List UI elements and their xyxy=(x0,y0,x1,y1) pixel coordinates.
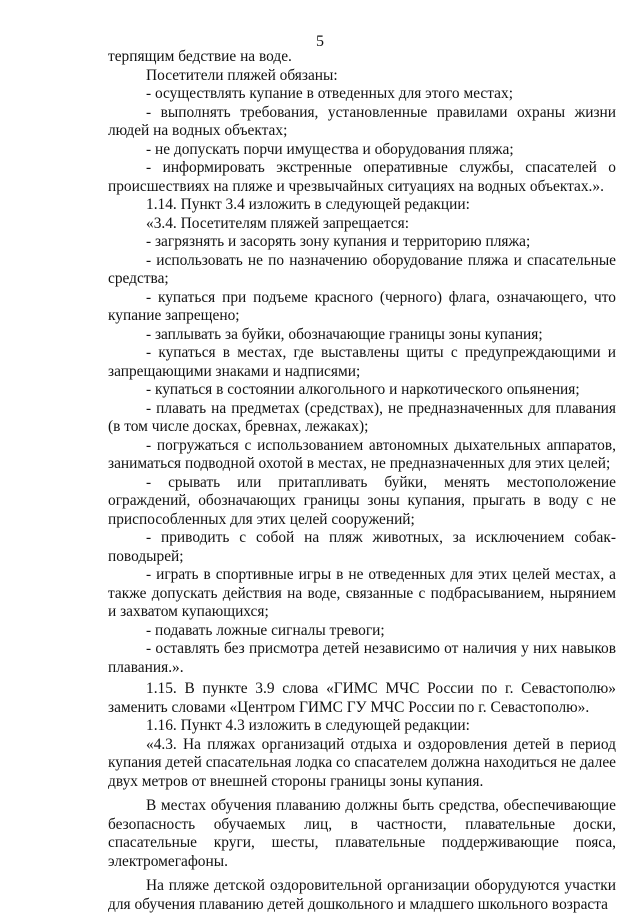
paragraph: - купаться в местах, где выставлены щиты с предупреждающими и запрещающими знаками и надписями; xyxy=(108,344,616,380)
paragraph: - загрязнять и засорять зону купания и территорию пляжа; xyxy=(146,233,531,250)
paragraph: - погружаться с использованием автономных дыхательных аппаратов, заниматься подводной охотой в местах, не предназначенных для этих целей; xyxy=(108,436,616,472)
paragraph: - использовать не по назначению оборудование пляжа и спасательные средства; xyxy=(108,251,616,287)
paragraph: - осуществлять купание в отведенных для этого местах; xyxy=(146,85,513,102)
paragraph: «3.4. Посетителям пляжей запрещается: xyxy=(146,214,409,232)
paragraph: «4.3. На пляжах организаций отдыха и оздоровления детей в период купания детей спасательная лодка со спасателем должна находиться не далее двух метров от внешней стороны границы зоны купания. xyxy=(108,735,616,790)
document-body xyxy=(108,48,616,914)
paragraph: - оставлять без присмотра детей независимо от наличия у них навыков плавания.». xyxy=(108,640,616,676)
paragraph: 1.16. Пункт 4.3 изложить в следующей редакции: xyxy=(146,717,470,734)
page-number: 5 xyxy=(316,33,324,50)
paragraph: - играть в спортивные игры в не отведенных для этих целей местах, а также допускать действия на воде, связанные с подбрасыванием, нырянием и захватом купающихся; xyxy=(108,566,616,620)
paragraph: - информировать экстренные оперативные службы, спасателей о происшествиях на пляже и чрезвычайных ситуациях на водных объектах.». xyxy=(108,159,616,195)
paragraph: На пляже детской оздоровительной организации оборудуются участки для обучения плаванию детей дошкольного и младшего школьного возраста xyxy=(108,877,616,913)
paragraph: - не допускать порчи имущества и оборудования пляжа; xyxy=(146,140,514,158)
paragraph: - срывать или притапливать буйки, менять местоположение ограждений, обозначающих границы зоны купания, прыгать в воду с не приспособленных для этих целей сооружений; xyxy=(108,473,616,528)
paragraph: В местах обучения плаванию должны быть средства, обеспечивающие безопасность обучаемых лиц, в частности, плавательные доски, спасательные круги, шесты, плавательные поддерживающие пояса, электромегафоны. xyxy=(108,797,616,870)
paragraph: - заплывать за буйки, обозначающие границы зоны купания; xyxy=(146,325,543,343)
paragraph: 1.15. В пункте 3.9 слова «ГИМС МЧС России по г. Севастополю» заменить словами «Центром ГИМС ГУ МЧС России по г. Севастополю». xyxy=(108,680,616,716)
paragraph: терпящим бедствие на воде. xyxy=(108,48,292,65)
paragraph: 1.14. Пункт 3.4 изложить в следующей редакции: xyxy=(146,196,470,213)
paragraph: - приводить с собой на пляж животных, за исключением собак-поводырей; xyxy=(108,529,616,565)
paragraph: Посетители пляжей обязаны: xyxy=(146,66,338,84)
paragraph: - подавать ложные сигналы тревоги; xyxy=(146,621,385,639)
paragraph: - купаться при подъеме красного (черного) флага, означающего, что купание запрещено; xyxy=(108,288,616,324)
paragraph: - плавать на предметах (средствах), не предназначенных для плавания (в том числе досках, бревнах, лежаках); xyxy=(108,399,616,435)
paragraph: - купаться в состоянии алкогольного и наркотического опьянения; xyxy=(146,381,580,398)
paragraph: - выполнять требования, установленные правилами охраны жизни людей на водных объектах; xyxy=(108,103,616,139)
